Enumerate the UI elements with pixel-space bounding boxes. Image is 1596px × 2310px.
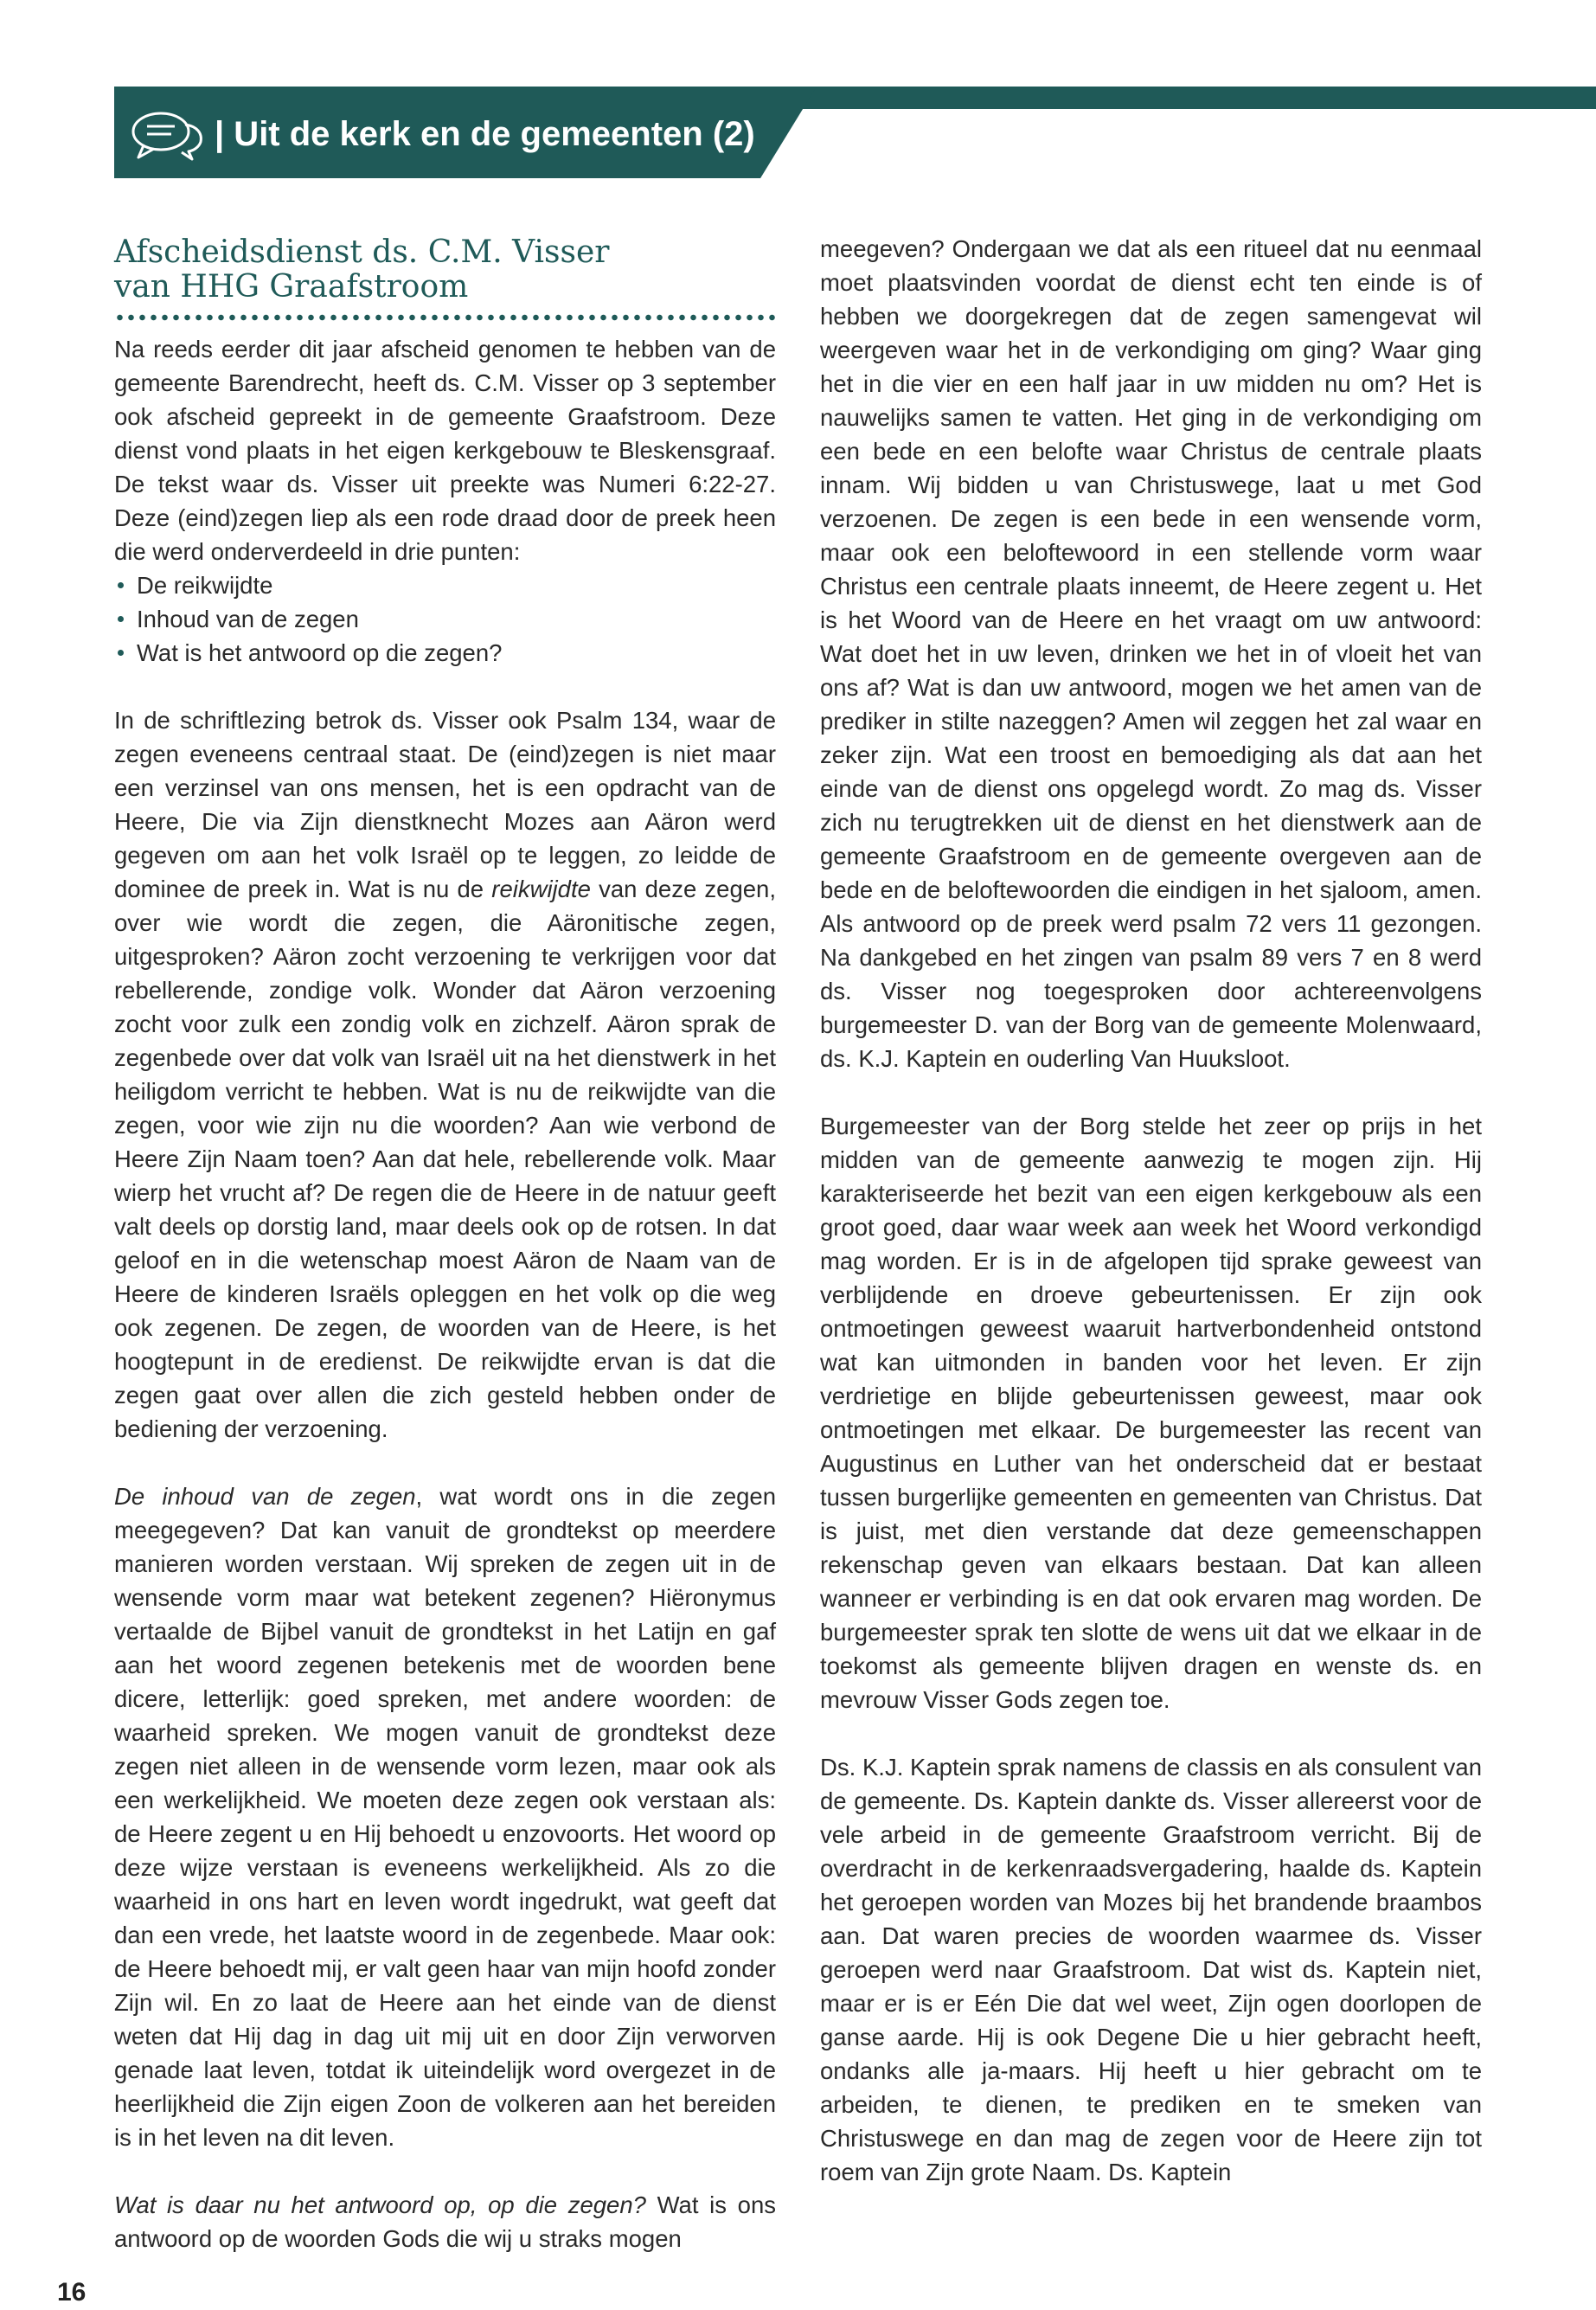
page-number: 16 — [57, 2278, 87, 2307]
article-title — [114, 235, 776, 305]
speech-bubbles-icon — [128, 107, 206, 164]
sermon-points-list — [114, 568, 776, 670]
right-column — [820, 232, 1482, 2189]
left-column — [114, 232, 776, 2255]
list-item: Wat is het antwoord op die zegen? — [114, 636, 776, 670]
inhoud-paragraph: De inhoud van de zegen, wat wordt ons in die zegen meegegeven? Dat kan vanuit de grondtekst op meerdere manieren worden verstaan. Wij spreken de zegen uit in de wensende vorm maar wat betekent zegenen? Hiëronymus vertaalde de Bijbel vanuit de grondtekst in het Latijn en gaf aan het woord zegenen betekenis met de woorden bene dicere, letterlijk: goed spreken, met andere woorden: de waarheid spreken. We mogen vanuit de grondtekst deze zegen niet alleen in de wensende vorm lezen, maar ook als een werkelijkheid. We moeten deze zegen ook verstaan als: de Heere zegent u en Hij behoedt u enzovoorts. Het woord op deze wijze verstaan is eveneens werkelijkheid. Als zo die waarheid in ons hart en leven wordt ingedrukt, wat geeft dat dan een vrede, het laatste woord in de zegenbede. Maar ook: de Heere behoedt mij, er valt geen haar van mijn hoofd zonder Zijn wil. En zo laat de Heere aan het einde van de dienst weten dat Hij dag in dag uit mij uit en door Zijn verworven genade laat leven, totdat ik uiteindelijk word overgezet in de heerlijkheid die Zijn eigen Zoon de volkeren aan het bereiden is in het leven na dit leven. — [114, 1483, 776, 2151]
list-item: De reikwijdte — [114, 568, 776, 602]
article-title-line2: van HHG Graafstroom — [114, 269, 469, 305]
continuation-paragraph: meegeven? Ondergaan we dat als een ritueel dat nu eenmaal moet plaatsvinden voordat de dienst echt ten einde is of hebben we doorgekregen dat de zegen samengevat wil weergeven waar het in de verkondiging om ging? Waar ging het in die vier en een half jaar in uw midden nu om? Het is nauwelijks samen te vatten. Het ging in de verkondiging om een bede en een belofte waar Christus de centrale plaats innam. Wij bidden u van Christuswege, laat u met God verzoenen. De zegen is een bede in een wensende vorm, maar ook een beloftewoord in een stellende vorm waar Christus een centrale plaats inneemt, de Heere zegent u. Het is het Woord van de Heere en het vraagt om uw antwoord: Wat doet het in uw leven, drinken we het in of vloeit het van ons af? Wat is dan uw antwoord, mogen we het amen van de prediker in stilte nazeggen? Amen wil zeggen het zal waar en zeker zijn. Wat een troost en bemoediging als dat aan het einde van de dienst ons opgelegd wordt. Zo mag ds. Visser zich nu terugtrekken uit de dienst en het dienstwerk aan de gemeente Graafstroom en de gemeente overgeven aan de bede en de beloftewoorden die eindigen in het sjaloom, amen. Als antwoord op de preek werd psalm 72 vers 11 gezongen. Na dankgebed en het zingen van psalm 89 vers 7 en 8 werd ds. Visser nog toegesproken door achtereenvolgens burgemeester D. van der Borg van de gemeente Molenwaard, ds. K.J. Kaptein en ouderling Van Huuksloot. — [820, 235, 1482, 1072]
section-title: | Uit de kerk en de gemeenten (2) — [215, 115, 755, 153]
list-item: Inhoud van de zegen — [114, 602, 776, 636]
dotted-divider — [114, 313, 776, 322]
article-title-line1: Afscheidsdienst ds. C.M. Visser — [114, 234, 610, 270]
intro-paragraph: Na reeds eerder dit jaar afscheid genomen te hebben van de gemeente Barendrecht, heeft ds. C.M. Visser op 3 september ook afscheid gepreekt in de gemeente Graafstroom. Deze dienst vond plaats in het eigen kerkgebouw te Bleskensgraaf. De tekst waar ds. Visser uit preekte was Numeri 6:22-27. Deze (eind)zegen liep als een rode draad door de preek heen die werd onderverdeeld in drie punten: — [114, 336, 776, 565]
kaptein-paragraph: Ds. K.J. Kaptein sprak namens de classis en als consulent van de gemeente. Ds. Kaptein dankte ds. Visser allereerst voor de vele arbeid in de gemeente Graafstroom verricht. Bij de overdracht in de kerkenraadsvergadering, haalde ds. Kaptein het geroepen worden van Mozes bij het brandende braambos aan. Dat waren precies de woorden waarmee ds. Visser geroepen werd naar Graafstroom. Dat wist ds. Kaptein niet, maar er is er Eén Die dat wel weet, Zijn ogen doorlopen de ganse aarde. Hij is ook Degene Die u hier gebracht heeft, ondanks alle ja-maars. Hij heeft u hier gebracht om te arbeiden, te dienen, te prediken en te smeken van Christuswege en dan mag de zegen voor de Heere zijn tot roem van Zijn grote Naam. Ds. Kaptein — [820, 1754, 1482, 2185]
antwoord-paragraph: Wat is daar nu het antwoord op, op die zegen? Wat is ons antwoord op de woorden Gods die wij u straks mogen — [114, 2191, 776, 2252]
reikwijdte-paragraph: In de schriftlezing betrok ds. Visser ook Psalm 134, waar de zegen eveneens centraal staat. De (eind)zegen is niet maar een verzinsel van ons mensen, het is een opdracht van de Heere, Die via Zijn dienstknecht Mozes aan Aäron werd gegeven om aan het volk Israël op te leggen, zo leidde de dominee de preek in. Wat is nu de reikwijdte van deze zegen, over wie wordt die zegen, die Aäronitische zegen, uitgesproken? Aäron zocht verzoening te verkrijgen voor dat rebellerende, zondige volk. Wonder dat Aäron verzoening zocht voor zulk een zondig volk en zichzelf. Aäron sprak de zegenbede over dat volk van Israël uit na het dienstwerk in het heiligdom verricht te hebben. Wat is nu de reikwijdte van die zegen, voor wie zijn nu die woorden? Aan wie verbond de Heere Zijn Naam toen? Aan dat hele, rebellerende volk. Maar wierp het vrucht af? De regen die de Heere in de natuur geeft valt deels op dorstig land, maar deels ook op de rotsen. In dat geloof en in die wetenschap moest Aäron de Naam van de Heere de kinderen Israëls opleggen en het volk op die weg ook zegenen. De zegen, de woorden van de Heere, is het hoogtepunt in de eredienst. De reikwijdte ervan is dat die zegen gaat over allen die zich gesteld hebben onder de bediening der verzoening. — [114, 707, 776, 1442]
burgemeester-paragraph: Burgemeester van der Borg stelde het zeer op prijs in het midden van de gemeente aanwezig te mogen zijn. Hij karakteriseerde het bezit van een eigen kerkgebouw als een groot goed, daar waar week aan week het Woord verkondigd mag worden. Er is in de afgelopen tijd sprake geweest van verblijdende en droeve gebeurtenissen. Er zijn ook ontmoetingen geweest waaruit hartverbondenheid ontstond wat kan uitmonden in banden voor het leven. Er zijn verdrietige en blijde gebeurtenissen geweest, maar ook ontmoetingen met elkaar. De burgemeester las recent van Augustinus en Luther van het onderscheid dat er bestaat tussen burgerlijke gemeenten en gemeenten van Christus. Dat is juist, met dien verstande dat deze gemeenschappen rekenschap geven van elkaars bestaan. Dat kan alleen wanneer er verbinding is en dat ook ervaren mag worden. De burgemeester sprak ten slotte de wens uit dat we elkaar in de toekomst als gemeente blijven dragen en wenste ds. en mevrouw Visser Gods zegen toe. — [820, 1113, 1482, 1713]
